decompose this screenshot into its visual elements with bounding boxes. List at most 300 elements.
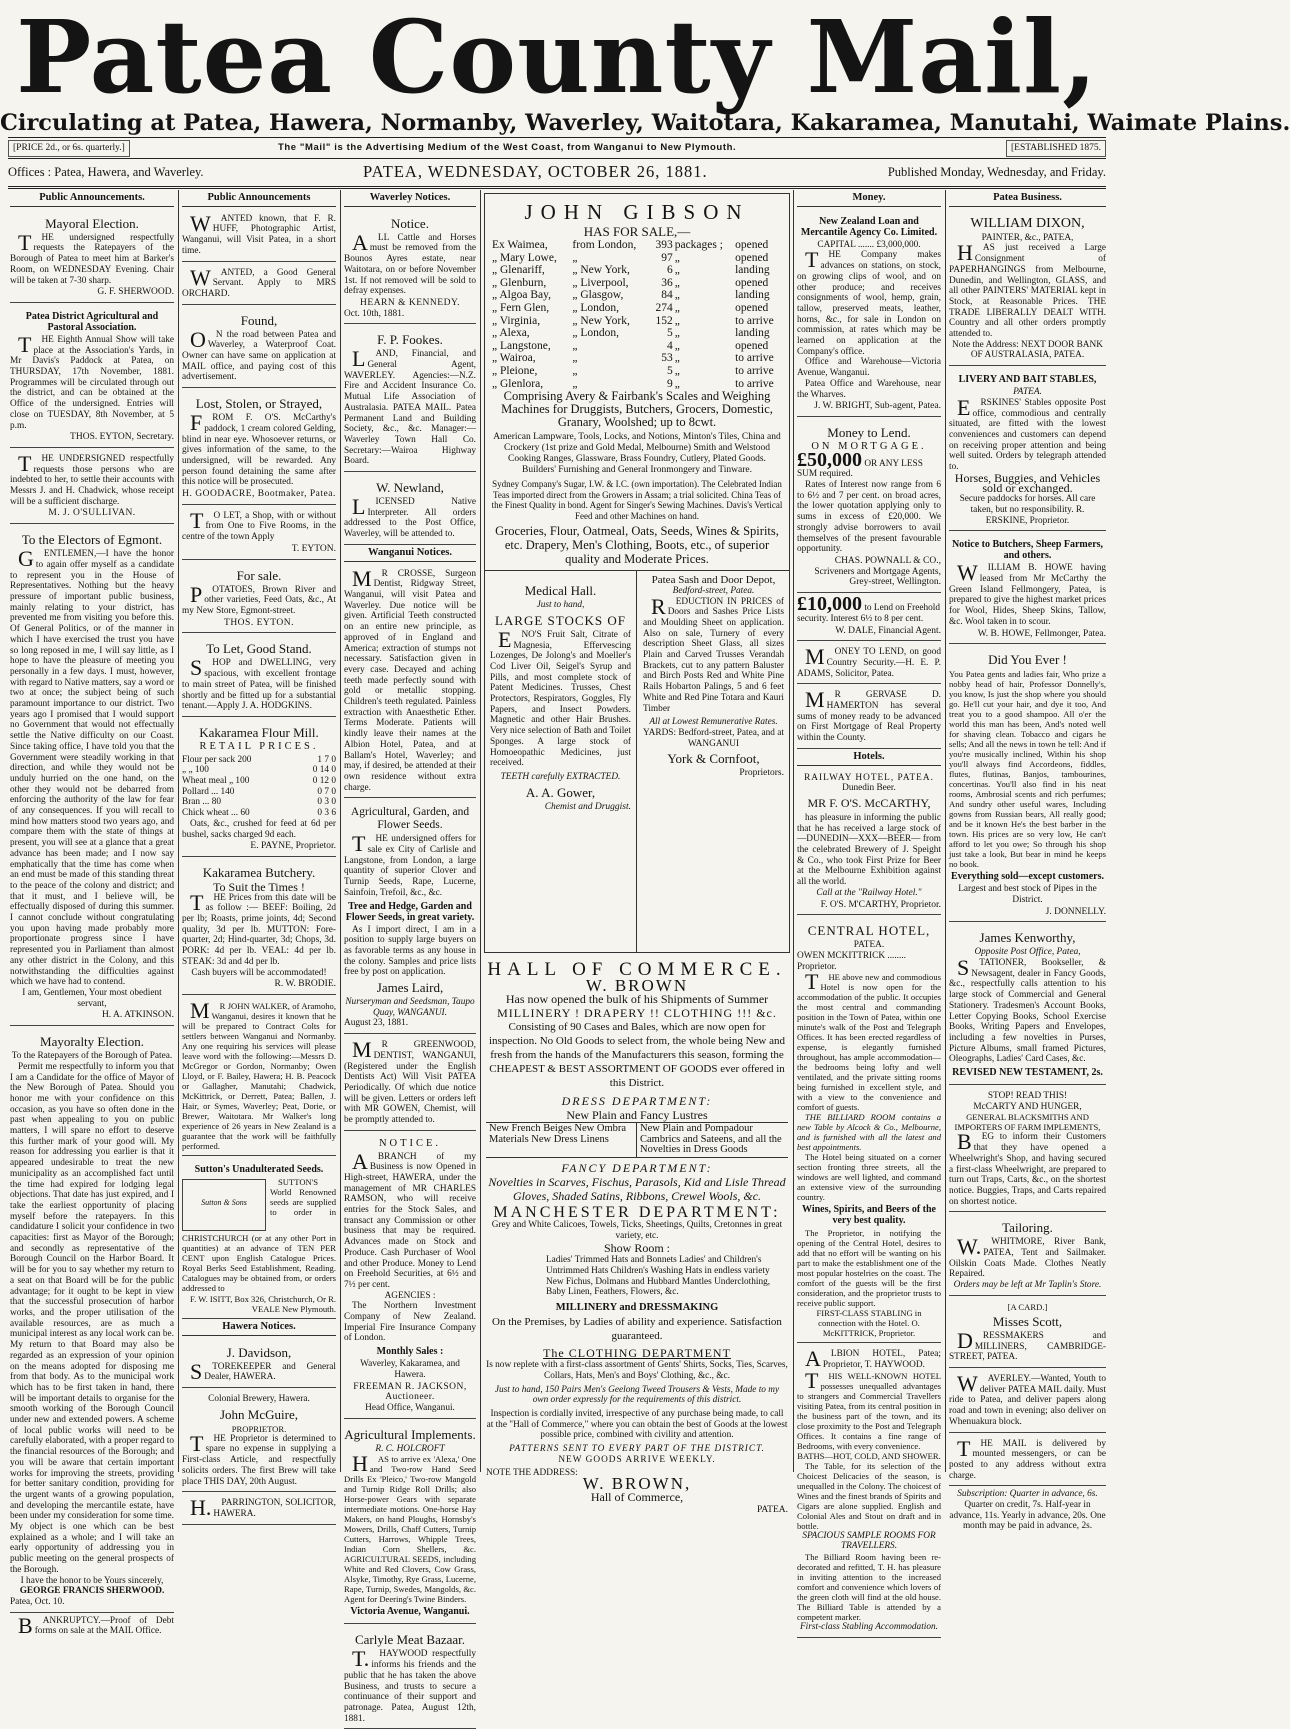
ad-title: F. P. Fookes. — [377, 332, 443, 348]
established-label: [ESTABLISHED 1875. — [1006, 140, 1106, 157]
shipment-cell: „ — [674, 301, 680, 314]
shipment-cell: „ — [674, 276, 680, 289]
ad-body: POTATOES, Brown River and other varieties, Feed Oats, &c., At my New Store, Egmont-street. — [182, 581, 336, 616]
ad-prop: OWEN MCKITTRICK ........ Proprietor. — [797, 950, 906, 972]
shipment-cell: „ — [674, 339, 680, 352]
ad-wines: The Proprietor, in notifying the opening of the Central Hotel, desires to add that no effort will be wanting on his part to make the establishment one of the most popular hostelries on the coast. The comfort of the guests will be the first consideration, and the proprietor trusts to receive public support. — [797, 1228, 941, 1309]
shipment-cell: „ — [572, 339, 578, 352]
shipment-cell: „ — [572, 377, 578, 390]
ad-found — [182, 308, 336, 389]
shipment-cell: opened — [735, 339, 769, 352]
section-header-hawera: Hawera Notices. — [182, 1322, 336, 1336]
section-header: Public Announcements. — [10, 193, 174, 207]
ad-note: Largest and best stock of Pipes in the District. — [958, 884, 1097, 905]
shipment-cell: „ — [572, 352, 578, 365]
ad-date: Patea, Oct. 10. — [10, 1596, 65, 1607]
ad-medical-hall — [485, 571, 637, 953]
ad-signature: CHAS. POWNALL & CO., Scriveners and Mortgage Agents, Grey-street, Wellington. — [814, 555, 941, 588]
shipment-cell: „ Glenburn, — [492, 276, 547, 289]
ad-body: H.PARRINGTON, SOLICITOR, HAWERA. — [190, 1495, 336, 1521]
shipment-cell: landing — [735, 264, 770, 277]
column-waverley-notices — [344, 192, 476, 1724]
circulation-line: Circulating at Patea, Hawera, Normanby, Waverley, Waitotara, Kakaramea, Manutahi, Waimate Plains. — [0, 110, 1290, 136]
ad-weekly: NEW GOODS ARRIVE WEEKLY. — [558, 1454, 716, 1465]
shipment-cell: „ Mary Lowe, — [492, 251, 557, 264]
ad-dress-title: DRESS DEPARTMENT: — [561, 1093, 713, 1108]
ad-stabling: FIRST-CLASS STABLING in connection with the Hotel. O. McKITTRICK, Proprietor. — [816, 1308, 922, 1339]
ad-spacious: SPACIOUS SAMPLE ROOMS FOR TRAVELLERS. — [802, 1530, 936, 1552]
ad-body: LAND, Financial, and General Agent, WAVERLEY. Agencies:—N.Z. Fire and Accident Insurance Co. Mutual Life Association of Australasia. PATEA MAIL. Patea Permanent Land and Building Society, &c., &c. Manager:—Waverley Town Hall Co. Secretary:—Wairoa Highway Board. — [344, 346, 476, 467]
ad-body: THE Eighth Annual Show will take place at the Association's Yards, in Mr Davis's Paddock at Patea, on THURSDAY, 17th November, 1881. Programmes will be circulated through out the district, and can be obtained at the Office of the undersigned. Entries will close on TUESDAY, 8th November, at 5 p.m. — [10, 331, 174, 431]
ad-subtitle: To Suit the Times ! — [213, 879, 305, 894]
ad-patterns: PATTERNS SENT TO EVERY PART OF THE DISTRICT. — [509, 1444, 765, 1455]
ad-mayoralty-election — [10, 1029, 174, 1613]
ad-body: Rates of Interest now range from 6 to 6½ and 7 per cent. on broad acres, the lower quotation applying only to sums in excess of £20,000. We strongly advise borrowers to avail themselves of the present favourable opportunity. — [797, 480, 941, 555]
price-strip — [8, 139, 1106, 156]
column-money — [797, 192, 941, 1633]
shipment-cell: 53 — [661, 352, 673, 365]
ad-body: MR CROSSE, Surgeon Dentist, Ridgway Street, Wanganui, will visit Patea and Waverley. Due notice will be given. Artificial Teeth constructed on an entire new principle, as approved of in England and America; extraction of stumps not necessary. Satisfaction given in every case. Decayed and aching teeth made perfectly sound with gold or metallic stopping. Children's teeth regulated. Painless extraction with Anaesthetic Ether. Terms Moderate. Patients will kindly leave their names at the Albion Hotel, Patea, and at Ballam's Hotel, Waverley; and may, if desired, be attended at their own residence without extra charge. — [344, 565, 476, 793]
ad-newland — [344, 475, 476, 545]
ad-signature: W. B. HOWE, Fellmonger, Patea. — [977, 628, 1106, 639]
ad-body: THE Proprietor is determined to spare no expense in supplying a First-class Article, and respectfully solicits orders. The first Brew will take place THIS DAY, 20th August. — [182, 1430, 336, 1487]
ad-brewery — [182, 1391, 336, 1492]
ad-ten-thousand — [797, 593, 941, 641]
ad-title: New Zealand Loan and Mercantile Agency Co. Limited. — [800, 215, 938, 238]
ad-billiard: The Billiard Room having been re-decorated and refitted, T. H. has pleasure in inviting attention to the increased comfort and convenience which lovers of the green cloth will find at the old house. The Billiard Table is attended by a competent marker. — [797, 1552, 941, 1623]
ad-body: FROM F. O'S. McCarthy's paddock, 1 cream colored Gelding, blind in near eye. Whosoever returns, or gives information of the same, to the undersigned, will be rewarded. Any person found detaining the same after this notice will be prosecuted. — [182, 410, 336, 488]
ad-body: ENO'S Fruit Salt, Citrate of Magnesia, Effervescing Lozenges, De Jolong's and Moeller's Cod Liver Oil, Seigel's Syrup and Pills, and most complete stock of Patent Medicines. Trusses, Chest Protectors, Respirators, Goggles, Fly Papers, and Insect Powders. Magnetic and other Hair Brushes. Very nice selection of Bath and Toilet Sponges. A large stock of Homoeopathic Medicines, just received. — [490, 626, 631, 769]
ad-title: Patea Sash and Door Depot, — [651, 574, 776, 587]
ad-to: To the Ratepayers of the Borough of Patea. — [11, 1051, 173, 1062]
ad-title: Sutton's Unadulterated Seeds. — [194, 1163, 324, 1175]
section-header-wanganui: Wanganui Notices. — [344, 548, 476, 562]
ad-close: I have the honor to be Yours sincerely, — [20, 1575, 164, 1586]
shipment-cell: from London, — [572, 239, 637, 251]
ad-manch-title: MANCHESTER DEPARTMENT: — [493, 1203, 781, 1221]
ad-subtitle: ON MORTGAGE. — [811, 440, 927, 452]
price-row — [182, 776, 336, 787]
shipment-cell: „ Fern Glen, — [492, 301, 550, 314]
ad-signature: J. DONNELLY. — [1045, 906, 1106, 917]
ad-sub: Nurseryman and Seedsman, Taupo Quay, WANGANUI. — [345, 997, 475, 1018]
price-item: Wheat meal „ 100 — [182, 776, 250, 787]
price-value: 0 3 6 — [317, 808, 336, 819]
ad-walker — [182, 998, 336, 1156]
ad-title: RAILWAY HOTEL, PATEA. — [804, 772, 934, 783]
ad-signature: M. J. O'SULLIVAN. — [48, 508, 136, 519]
ad-john-gibson — [484, 193, 790, 571]
ad-signature: F. W. ISITT, Box 326, Christchurch, Or R. VEALE New Plymouth. — [190, 1293, 336, 1314]
ad-huff — [182, 211, 336, 262]
ad-subs-title: Subscription: Quarter in advance, 6s. — [957, 1489, 1098, 1500]
section-header: Public Announcements — [182, 193, 336, 207]
ad-signature: J. W. BRIGHT, Sub-agent, Patea. — [814, 401, 941, 412]
ad-office: Office and Warehouse—Victoria Avenue, Wanganui. — [797, 357, 941, 379]
ad-title: To the Electors of Egmont. — [21, 532, 163, 548]
ad-name: McCARTY AND HUNGER, — [973, 1101, 1082, 1112]
ad-body: THE Prices from this date will be as follow :— BEEF: Boiling, 2d per lb; Roasts, prime joints, 4d; Second quality, 3d per lb. MUTTON: Fore-quarter, 2d; Hind-quarter, 3d; Chops, 3d. PORK: 4d per lb. VEAL: 4d per lb. STEAK: 3d and 4d per lb. — [182, 889, 336, 967]
ad-billiard: THE BILLIARD ROOM contains a new Table by Alcock & Co., Melbourne, and is furnished with all the latest and best appointments. — [797, 1112, 941, 1153]
ad-sugar: Sydney Company's Sugar, I.W. & I.C. (own importation). The Celebrated Indian Teas imported direct from the Growers in Assam; a trial solicited. China Teas of the Finest Quality in bond. Agent for Singer's Sewing Machines. Davis's Vertical Feed and other Machines on hand. — [491, 479, 783, 521]
column-public-announcements — [10, 192, 174, 1638]
ad-note: Oats, &c., crushed for feed at 6d per bushel, sacks charged 9d each. — [182, 818, 336, 840]
ad-body: THE above new and commodious Hotel is now open for the accommodation of the public. It occupies the most central and commanding position in the Town of Patea, within one minute's walk of the Post and Telegraph Offices. It has been erected regardless of expense, is elegantly furnished throughout, has ample accommodation—the bedrooms being lofty and well ventilated, and the private sitting rooms being furnished in excellent style, and with a view to the convenience and comfort of guests. — [797, 969, 941, 1113]
ad-implements — [344, 1422, 476, 1625]
ad-signature: THOS. EYTON, Secretary. — [70, 432, 174, 443]
ad-body: REDUCTION IN PRICES of Doors and Sashes Price Lists and Moulding Sheet on application. Also on sale, Turnery of every description Sheet Glass, all sizes Plain and Carved Trusses Verandah Brackets, cut to any pattern Baluster and Birch Posts Red and White Pine Rails Hobarton Palings, 5 and 6 feet White and Red Pine Totara and Kauri Timber — [643, 593, 784, 714]
price-label: [PRICE 2d., or 6s. quarterly.] — [8, 140, 130, 157]
ad-railway-hotel — [797, 770, 941, 916]
ad-title: J. Davidson, — [226, 1344, 292, 1360]
ad-signature: HEARN & KENNEDY. — [360, 297, 460, 308]
ad-body: LICENSED Native Interpreter. All orders addressed to the Post Office, Waverley, will be attended to. — [344, 494, 476, 540]
ad-subtitle: PATEA. — [1013, 387, 1042, 398]
ad-stocks: LARGE STOCKS OF — [494, 612, 627, 628]
column-patea-business — [949, 192, 1106, 1532]
ad-livery — [949, 369, 1106, 531]
ad-body: W.WHITMORE, River Bank, PATEA, Tent and Sailmaker. Oilskin Coats Made. Clothes Neatly Repaired. — [949, 1234, 1106, 1280]
ad-warehouse: Patea Office and Warehouse, near the Wharves. — [797, 378, 941, 400]
ad-title: CENTRAL HOTEL, — [807, 923, 931, 939]
ad-butchers-notice — [949, 534, 1106, 644]
shipment-cell: „ Pleione, — [492, 364, 538, 377]
ad-flour-mill — [182, 720, 336, 857]
ad-title: Tailoring. — [1002, 1220, 1053, 1236]
ad-prop: PROPRIETOR. — [231, 1423, 287, 1434]
shipment-row — [491, 252, 783, 265]
ad-signature: A. A. Gower, — [525, 784, 596, 800]
ad-title: Agricultural, Garden, and Flower Seeds. — [350, 806, 470, 832]
ad-body: MONEY TO LEND, on good Country Security.—H. E. P. ADAMS, Solicitor, Patea. — [797, 644, 941, 679]
ad-tailoring — [949, 1215, 1106, 1296]
shipment-cell: 9 — [666, 377, 673, 390]
ad-cash: Cash buyers will be accommodated! — [191, 967, 327, 978]
dress-left: New French Beiges New Ombra Materials New Dress Linens — [486, 1123, 637, 1157]
ad-for-sale — [182, 563, 336, 634]
ad-body: THE UNDERSIGNED respectfully requests those persons who are indebted to her, to settle their accounts with Messrs J. and H. Chadwick, whose receipt will be a sufficient discharge. — [10, 450, 174, 507]
shipment-row — [491, 302, 783, 315]
shipment-cell: „ — [674, 264, 680, 277]
shipment-cell: „ — [674, 352, 680, 365]
ad-yards: YARDS: Bedford-street, Patea, and at WANGANUI — [643, 727, 784, 749]
ad-signature: THOS. EYTON. — [224, 617, 294, 628]
ad-title: Found, — [240, 312, 278, 328]
ad-horses: Horses, Buggies, and Vehicles sold or exchanged. — [954, 470, 1101, 496]
ad-body: THE undersigned offers for sale ex City of Carlisle and Langstone, from London, a large quantity of superior Clover and Turnip Seeds, Rape, Lucerne, Sainfoin, Trefoil, &c., &c. — [344, 831, 476, 898]
ad-signature: Victoria Avenue, Wanganui. — [350, 1606, 470, 1618]
ad-money-to-lend — [797, 420, 941, 593]
ad-signature: H. GOODACRE, Bootmaker, Patea. — [182, 489, 336, 500]
masthead-title: Patea County Mail, — [16, 0, 1098, 116]
ad-body: SUTTON'S World Renowned seeds are supplied to order in CHRISTCHURCH (or at any other Port in quantities) at an advance of TEN PER CENT upon English Catalogue Prices. Royal Berks Seed Establishment, Reading. Catalogues may be obtained from, or orders addressed to — [182, 1176, 336, 1293]
ad-amount: £50,000 — [797, 448, 862, 471]
shipment-cell: „ Glasgow, — [572, 289, 624, 302]
ad-body: DRESSMAKERS and MILLINERS, CAMBRIDGE-STREET, PATEA. — [949, 1327, 1106, 1363]
ad-sub: Just to hand, — [536, 600, 585, 611]
ad-geelong: Just to hand, 150 Pairs Men's Geelong Tweed Trousers & Vests, Made to my own order expressly for the requirements of this district. — [494, 1384, 780, 1406]
shipment-cell: to arrive — [735, 352, 774, 365]
ad-title: Mayoralty Election. — [40, 1034, 144, 1050]
ad-hamerton — [797, 687, 941, 749]
ad-carlyle — [344, 1627, 476, 1729]
ad-agencies-title: AGENCIES : — [384, 1290, 436, 1301]
ad-subs: Quarter on credit, 7s. Half-year in advance, 11s. Yearly in advance, 20s. One month may be paid in advance, 2s. — [949, 1500, 1106, 1532]
ad-name: John McGuire, — [220, 1406, 298, 1422]
shipment-cell: to arrive — [735, 377, 774, 390]
shipment-row — [491, 239, 783, 252]
shipment-cell: „ Glenlora, — [492, 377, 544, 390]
ad-body: BEG to inform their Customers that they have opened a Wheelwright's Shop, and having secured a first-class Wheelwright, are prepared to turn out Traps, Carts, &c., on the shortest notice. Buggies, Traps, and Carts repaired on shortest notice. — [949, 1129, 1106, 1207]
ad-body: WANTED known, that F. R. HUFF, Photographic Artist, Wanganui, will Visit Patea, in a short time. — [182, 210, 336, 256]
ad-name: James Laird, — [376, 980, 444, 996]
ad-show: Ladies' Trimmed Hats and Bonnets Ladies' and Children's Untrimmed Hats Children's Washing Hats in endless variety New Fichus, Dolmans and Hubbard Mantles Underclothing, Baby Linen, Feathers, Flowers, &c. — [546, 1255, 771, 1298]
ad-signature-3: PATEA. — [756, 1504, 788, 1515]
ad-notice-2 — [344, 1134, 476, 1419]
ad-body: MR JOHN WALKER, of Aramoho, Wanganui, desires it known that he will be prepared to Contract Colts for settlers between Wanganui and Normanby. Any one requiring his services will please leave word with the following:—Messrs D. McGregor or Gordon, Normanby; Owen Lloyd, or F. Bailey, Hawera; H. B. Peacock or Gallagher, Manutahi; Chadwick, McKittrick, or Derrett, Patea; Ballen, J. Hair, or Symes, Waverley; Peat, Dorie, or Brewer, Waitotara. Mr Walker's long experience of 26 years in New Zealand is a guarantee that the work will be faithfully performed. — [182, 997, 336, 1151]
shipment-cell: „ — [674, 289, 680, 302]
price-item: Chick wheat ... 60 — [182, 808, 250, 819]
shipment-cell: 84 — [661, 289, 673, 302]
price-row — [182, 797, 336, 808]
ad-date: Oct. 10th, 1881. — [344, 308, 405, 319]
ad-teeth: TEETH carefully EXTRACTED. — [500, 771, 621, 782]
shipments-table — [491, 239, 783, 390]
ad-body: ERSKINES' Stables opposite Post office, commodious and centrally situated, are fitted with the lowest conveniences and customers can depend on receiving proper attention and being well suited. Orders by telegraph attended to. — [949, 394, 1106, 473]
ad-signature-2: Hall of Commerce, — [590, 1489, 684, 1504]
sutton-seal-text: Sutton & Sons — [201, 1197, 247, 1207]
shipment-cell: to arrive — [735, 314, 774, 327]
ad-agencies: The Northern Investment Company of New Zealand. Imperial Fire Insurance Company of London. — [344, 1301, 476, 1344]
ad-agri-seeds — [344, 801, 476, 1034]
section-header-hotels: Hotels. — [797, 752, 941, 766]
ad-signature: E. PAYNE, Proprietor. — [250, 841, 336, 852]
ad-parrington — [182, 1495, 336, 1524]
ad-title: W. Newland, — [376, 480, 444, 496]
ad-body: ALL Cattle and Horses must be removed from the Bounos Ayres estate, near Waitotara, on or before November 1st. If not removed will be sold to defray expenses. — [344, 229, 476, 297]
ad-title: Misses Scott, — [992, 1313, 1063, 1329]
price-item: Flour per sack 200 — [182, 754, 252, 765]
shipment-cell: to arrive — [735, 364, 774, 377]
ad-signature-2: Chemist and Druggist. — [544, 801, 631, 812]
ad-stabling: First-class Stabling Accommodation. — [800, 1622, 938, 1633]
ad-revised: REVISED NEW TESTAMENT, 2s. — [952, 1067, 1103, 1079]
shipment-row — [491, 289, 783, 302]
ad-did-you-ever — [949, 647, 1106, 922]
shipment-cell: opened — [735, 251, 769, 264]
ad-body: has pleasure in informing the public that he has received a large stock of —DUNEDIN—XXX—BEER— from the celebrated Brewery of J. Speight & Co., who took First Prize for Beer at the Melbourne Exhibition against all the world. — [797, 812, 941, 888]
shipment-cell: opened — [735, 301, 769, 314]
ad-title: Medical Hall. — [524, 583, 597, 599]
ad-body: SHOP and DWELLING, very spacious, with excellent frontage to main street of Patea, will be finished shortly and be fitted up for a substantial tenant.—Apply J. A. HODGKINS. — [182, 655, 336, 712]
shipment-cell: landing — [735, 289, 770, 302]
ad-stop-read — [949, 1088, 1106, 1212]
ad-wines-title: Wines, Spirits, and Beers of the very best quality. — [802, 1204, 936, 1227]
ad-manch: Grey and White Calicoes, Towels, Ticks, Sheetings, Quilts, Cretonnes in great variety, etc. — [491, 1219, 783, 1241]
ad-body: THE MAIL is delivered by mounted messengers, or can be posted to any address without extra charge. — [949, 1435, 1106, 1481]
ad-addr: Bedford-street, Patea. — [672, 585, 755, 596]
shipment-cell: „ — [572, 364, 578, 377]
dress-grid — [486, 1122, 788, 1158]
ad-body: THIS WELL-KNOWN HOTEL possesses unequalled advantages to strangers and Commercial Travellers visiting Patea, from its central position in the business part of the town, and its close proximity to the Post and Telegraph Offices. It contains a fine range of Bedrooms, with every convenience. — [797, 1367, 941, 1451]
ad-fookes — [344, 327, 476, 472]
shipment-row — [491, 264, 783, 277]
ad-central-hotel — [797, 918, 941, 1343]
ad-title: Kakaramea Butchery. — [202, 864, 316, 880]
ad-title: ALBION HOTEL, Patea; Proprietor, T. HAYWOOD. — [805, 1346, 941, 1372]
ad-to-let — [182, 508, 336, 560]
ad-signature: H. A. ATKINSON. — [101, 1010, 174, 1021]
section-header: Patea Business. — [949, 193, 1106, 207]
shipment-cell: „ New York, — [572, 264, 630, 277]
shipment-cell: Ex Waimea, — [492, 239, 548, 251]
ad-prices: All at Lowest Remunerative Rates. — [649, 717, 778, 728]
ad-mill: On the Premises, by Ladies of ability and experience. Satisfaction guaranteed. — [492, 1316, 782, 1343]
ad-fancy: Novelties in Scarves, Fischus, Parasols, Kid and Lisle Thread Gloves, Shaded Satins, Ribbons, Crewel Wools, &c. — [488, 1174, 786, 1203]
ad-crosse — [344, 566, 476, 799]
ad-signature: G. F. SHERWOOD. — [97, 287, 174, 298]
ad-card: [A CARD.] — [1007, 1301, 1048, 1312]
ad-dress-sub: New Plain and Fancy Lustres — [566, 1107, 708, 1122]
ad-body: MR GREENWOOD, DENTIST, WANGANUI, (Registered under the English Dentists Act) Will Visit PATEA Periodically. Of which due notice will be given. Letters or orders left with MR GOWEN, Chemist, will be promptly attended to. — [344, 1037, 476, 1126]
ad-servant — [182, 265, 336, 305]
shipment-row — [491, 340, 783, 353]
ad-scales: Comprising Avery & Fairbank's Scales and Weighing Machines for Druggists, Butchers, Grocers, Domestic, Granary, Woolshed; up to 8cwt. — [501, 389, 773, 430]
shipment-cell: 6 — [666, 264, 673, 277]
ad-body: THE undersigned respectfully requests the Ratepayers of the Borough of Patea to meet him at Barker's Room, on WEDNESDAY Evening. Chair will be taken at 7-30 sharp. — [10, 229, 174, 286]
ad-monthly-title: Monthly Sales : — [376, 1346, 444, 1358]
shipment-row — [491, 277, 783, 290]
price-value: 0 12 0 — [312, 776, 336, 787]
ad-addr: Note the Address: NEXT DOOR BANK OF AUSTRALASIA, PATEA. — [952, 339, 1103, 361]
issue-date: PATEA, WEDNESDAY, OCTOBER 26, 1881. — [363, 162, 708, 181]
shipment-cell: „ Algoa Bay, — [492, 289, 551, 302]
ad-albion-hotel — [797, 1346, 941, 1638]
shipment-cell: „ — [674, 327, 680, 340]
ad-name: R. C. HOLCROFT — [375, 1443, 445, 1454]
medium-label: The "Mail" is the Advertising Medium of the West Coast, from Wanganui to New Plymouth. — [278, 142, 737, 153]
ad-name: W. BROWN — [585, 976, 689, 996]
shipment-cell: 5 — [666, 364, 673, 377]
ad-office: Head Office, Wanganui. — [365, 1402, 455, 1413]
ad-call: Call at the "Railway Hotel." — [816, 887, 922, 898]
ad-signature-2: Proprietors. — [739, 768, 784, 779]
ad-title: WILLIAM DIXON, — [970, 215, 1085, 231]
sutton-seal-icon — [182, 1179, 266, 1231]
ad-every: Everything sold—except customers. — [950, 871, 1105, 883]
ad-subtitle: PAINTER, &c., PATEA, — [981, 232, 1074, 243]
ad-bankruptcy: BANKRUPTCY.—Proof of Debt forms on sale at the MAIL Office. — [18, 1612, 174, 1638]
price-value: 0 3 0 — [317, 797, 336, 808]
shipment-cell: „ — [674, 377, 680, 390]
shipment-cell: landing — [735, 327, 770, 340]
ad-title: Lost, Stolen, or Strayed, — [195, 396, 323, 412]
column-merchants — [484, 193, 790, 1515]
ad-body: T.HAYWOOD respectfully informs his friends and the public that he has taken the above Business, and trusts to secure a continuance of their support and patronage. Patea, August 12th, 1881. — [344, 1646, 476, 1724]
price-row — [182, 787, 336, 798]
ad-lamps: American Lampware, Tools, Locks, and Notions, Minton's Tiles, China and Crockery (1st prize and Gold Medal, Melbourne) Smith and Welstood Cooking Ranges, Glassware, Brass Foundry, Cutlery, Plated Goods. Builders' Furnishing and General Ironmongery and Tinware. — [493, 432, 781, 476]
ad-electors-egmont — [10, 527, 174, 1026]
ad-body: STOREKEEPER and General Dealer, HAWERA. — [190, 1358, 336, 1384]
dateline — [8, 161, 1106, 183]
ad-delivery — [949, 1436, 1106, 1487]
ad-sash-door — [638, 571, 789, 953]
ad-title: JOHN GIBSON — [524, 200, 750, 224]
ad-title: Money to Lend. — [827, 424, 911, 440]
shipment-cell: „ Virginia, — [492, 314, 541, 327]
ad-title: Carlyle Meat Bazaar. — [354, 1632, 466, 1648]
ad-baths: BATHS—HOT, COLD, AND SHOWER. — [797, 1450, 941, 1461]
shipment-cell: „ London, — [572, 301, 619, 314]
shipment-cell: 274 — [655, 301, 673, 314]
ad-greenwood — [344, 1037, 476, 1131]
price-table — [182, 755, 336, 819]
ad-title: LIVERY AND BAIT STABLES, — [958, 374, 1097, 386]
ad-osullivan — [10, 451, 174, 524]
ad-subtitle: Tree and Hedge, Garden and Flower Seeds, in great variety. — [345, 900, 475, 923]
column-public-announcements-2 — [182, 192, 336, 1521]
ad-body: WILLIAM B. HOWE having leased from Mr McCarthy the Green Island Fellmongery, Patea, is prepared to give the highest market prices for Wool, Hides, Sheep Skins, Tallow, &c. Wool taken in to scour. — [949, 560, 1106, 627]
ad-title: Did You Ever ! — [988, 652, 1067, 668]
price-value: 0 14 0 — [312, 765, 336, 776]
ad-cloth-title: The CLOTHING DEPARTMENT — [543, 1346, 731, 1361]
ad-body: MR GERVASE D. HAMERTON has several sums of money ready to be advanced on First Mortgage of Real Property within the County. — [797, 687, 941, 744]
ad-title: Patea District Agricultural and Pastoral Association. — [25, 310, 159, 333]
price-row — [182, 765, 336, 776]
shipment-cell: „ Langstone, — [492, 339, 551, 352]
shipment-cell: opened — [735, 239, 769, 251]
ad-title: Mayoral Election. — [45, 215, 139, 231]
ad-title: Colonial Brewery, Hawera. — [208, 1394, 310, 1405]
ad-notice — [344, 211, 476, 325]
ad-show-title: Show Room : — [603, 1241, 670, 1256]
shipment-cell: „ New York, — [572, 314, 630, 327]
ad-hall-of-commerce — [484, 953, 790, 1515]
ad-sutton — [182, 1159, 336, 1319]
shipment-cell: „ — [572, 251, 578, 264]
ad-groceries: Groceries, Flour, Oatmeal, Oats, Seeds, Wines & Spirits, etc. Drapery, Men's Clothing, Boots, etc., of superior quality and Moderate Prices. — [495, 524, 779, 567]
ad-davidson — [182, 1340, 336, 1388]
ad-signature: GEORGE FRANCIS SHERWOOD. — [19, 1586, 165, 1597]
ad-subtitle: GENERAL BLACKSMITHS AND IMPORTERS OF FARM IMPLEMENTS, — [954, 1112, 1101, 1133]
ad-title: Kakaramea Flour Mill. — [199, 724, 319, 740]
ad-date: August 23, 1881. — [344, 1018, 409, 1029]
shipment-row — [491, 315, 783, 328]
price-item: Pollard ... 140 — [182, 786, 235, 797]
ad-subtitle: PATEA. — [853, 940, 885, 951]
shipment-cell: 36 — [661, 276, 673, 289]
ad-subscription — [949, 1489, 1106, 1532]
ad-body: TO LET, a Shop, with or without from One to Five Rooms, in the centre of the town Apply — [182, 507, 336, 543]
ad-title: HALL OF COMMERCE. — [487, 959, 787, 981]
shipment-cell: „ Alexa, — [492, 327, 530, 340]
shipment-cell: 152 — [655, 314, 673, 327]
ad-body: ON the road between Patea and Waverley, a Waterproof Coat. Owner can have same on application at MAIL office, and paying cost of this advertisement. — [182, 326, 336, 383]
published-label: Published Monday, Wednesday, and Friday. — [887, 165, 1106, 179]
ad-title: James Kenworthy, — [979, 930, 1076, 946]
ad-body: Consisting of 90 Cases and Bales, which are now open for inspection. No Old Goods to select from, the whole being New and fresh from the hands of the Manufacturers this season, forming the CHEAPEST & BEST ASSORTMENT OF GOODS ever offered in this District. — [488, 1020, 786, 1089]
ad-title: Agricultural Implements. — [344, 1426, 476, 1442]
ad-amount: £10,000 — [797, 593, 862, 616]
ad-body: THE Company makes advances on stations, on stock, on growing clips of wool, and on other produce; and receives consignments of wool, hemp, grain, tallow, preserved meats, leather, horns, &c., for sale in London on commission, at rates which may be learned on application at the Company's office. — [797, 247, 941, 357]
ad-dixon — [949, 211, 1106, 366]
ad-millinery: MILLINERY ! DRAPERY !! CLOTHING !!! &c. — [497, 1005, 777, 1020]
ad-signature: R. W. BRODIE. — [274, 979, 336, 990]
ad-butchery — [182, 860, 336, 995]
ad-title: To Let, Good Stand. — [206, 641, 312, 657]
ad-situated: The Hotel being situated on a corner section fronting three streets, all the windows are well lighted, and command an extensive view of the surrounding country. — [797, 1152, 941, 1203]
ad-body: WANTED, a Good General Servant. Apply to MRS ORCHARD. — [182, 264, 336, 299]
